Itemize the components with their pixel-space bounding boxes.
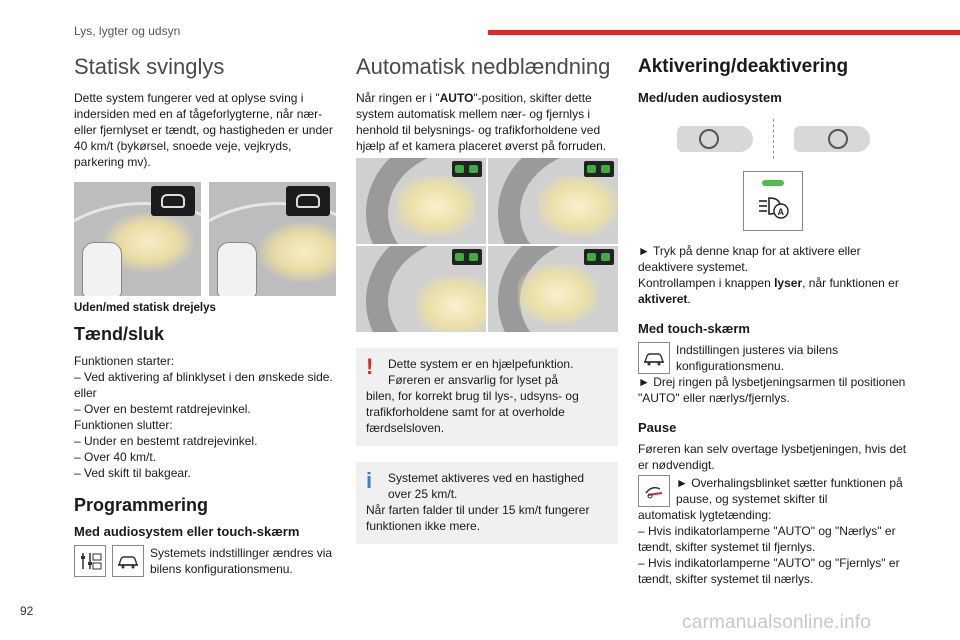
- steering-illustration: [638, 119, 908, 159]
- list-item: Funktionen starter:: [74, 354, 175, 368]
- info-note: [356, 462, 618, 544]
- section-title-static-cornering: Statisk svinglys: [74, 54, 225, 79]
- page-number: 92: [20, 604, 34, 618]
- touch-subtitle: Med touch-skærm: [638, 321, 750, 336]
- warning-exclamation-icon: !: [366, 354, 374, 379]
- car-settings-icon: [112, 545, 144, 577]
- pause-step-rest: automatisk lygtetænding:: [638, 508, 772, 522]
- list-item: Funktionen slutter:: [74, 418, 173, 432]
- warning-text-first: Dette system er en hjælpefunktion. Føreren er ansvarlig for lyset på: [388, 357, 574, 387]
- touch-icon-text: Indstillingen justeres via bilens konfigurationsmenu.: [676, 343, 839, 373]
- warning-text-rest: bilen, for korrekt brug til lys-, udsyns- og trafikforholdene samt for at overholde færdselsloven.: [366, 389, 579, 435]
- programming-text: Systemets indstillinger ændres via bilens konfigurationsmenu.: [150, 546, 333, 576]
- static-cornering-intro: Dette system fungerer ved at oplyse sving i indersiden med en af tågeforlygterne, når nær- eller fjernlyset er tændt, og hastigheden er under 40 km/t (bykørsel, snoede veje, vejkryds, parkering mv).: [74, 91, 333, 169]
- auto-dipping-button[interactable]: [743, 171, 803, 231]
- pause-intro: Føreren kan selv overtage lysbetjeningen, hvis det er nødvendigt.: [638, 442, 907, 472]
- column-static-cornering: [74, 52, 336, 577]
- auto-dipping-illustrations: [356, 158, 618, 332]
- illustration-without-cornering: [74, 182, 201, 296]
- list-item: – Ved skift til bakgear.: [74, 466, 191, 480]
- settings-sliders-icon: [74, 545, 106, 577]
- touch-step: ► Drej ringen på lysbetjeningsarmen til positionen "AUTO" eller nærlys/fjernlys.: [638, 375, 906, 405]
- cornering-illustrations: [74, 182, 336, 296]
- steering-wheel-icon: [794, 126, 870, 152]
- audio-subtitle: Med/uden audiosystem: [638, 90, 782, 105]
- section-title-activation: Aktivering/deaktivering: [638, 56, 849, 77]
- headlamp-indicator-icon: [452, 161, 482, 177]
- illustration-panel: [488, 158, 618, 244]
- illustration-panel: [356, 246, 486, 332]
- illustration-panel: [488, 246, 618, 332]
- headlamp-indicator-icon: [452, 249, 482, 265]
- illustration-with-cornering: [209, 182, 336, 296]
- pause-step: ► Overhalingsblinket sætter funktionen på pause, og systemet skifter til: [676, 476, 903, 506]
- on-off-list: [74, 353, 336, 481]
- info-icon: i: [366, 468, 373, 493]
- header-accent-bar: [488, 30, 960, 35]
- list-item: – Hvis indikatorlamperne "AUTO" og "Fjernlys" er tændt, skifter systemet til nærlys.: [638, 556, 900, 586]
- list-item: – Ved aktivering af blinklyset i den ønskede side.: [74, 370, 333, 384]
- headlamp-indicator-icon: [584, 249, 614, 265]
- list-item: eller: [74, 386, 97, 400]
- car-front-icon: [286, 186, 330, 216]
- warning-note: [356, 348, 618, 446]
- list-item: – Hvis indikatorlamperne "AUTO" og "Nærlys" er tændt, skifter systemet til fjernlys.: [638, 524, 896, 554]
- info-text-first: Systemet aktiveres ved en hastighed over 25 km/t.: [388, 471, 585, 501]
- list-item: – Over en bestemt ratdrejevinkel.: [74, 402, 251, 416]
- car-settings-icon: [638, 342, 670, 374]
- section-title-auto-dipping: Automatisk nedblændning: [356, 54, 611, 79]
- column-activation: [638, 52, 908, 587]
- subsection-title-on-off: Tænd/sluk: [74, 324, 165, 344]
- illustration-caption: Uden/med statisk drejelys: [74, 302, 216, 314]
- audio-lamp-text: Kontrollampen i knappen lyser, når funktionen er aktiveret.: [638, 276, 899, 306]
- headlamp-indicator-icon: [584, 161, 614, 177]
- headlamp-flash-icon: [638, 475, 670, 507]
- pause-row: [638, 475, 908, 507]
- list-item: – Under en bestemt ratdrejevinkel.: [74, 434, 258, 448]
- watermark: carmanualsonline.info: [682, 612, 872, 633]
- indicator-led-icon: [762, 180, 784, 186]
- programming-subtitle: Med audiosystem eller touch-skærm: [74, 524, 300, 539]
- illustration-panel: [356, 158, 486, 244]
- pause-subtitle: Pause: [638, 420, 677, 435]
- programming-row: [74, 545, 336, 577]
- info-text-rest: Når farten falder til under 15 km/t fungerer funktionen ikke mere.: [366, 503, 590, 533]
- running-header: Lys, lygter og udsyn: [74, 24, 181, 38]
- audio-step: ► Tryk på denne knap for at aktivere eller deaktivere systemet.: [638, 244, 861, 274]
- car-front-icon: [151, 186, 195, 216]
- svg-text:A: A: [777, 207, 784, 217]
- subsection-title-programming: Programmering: [74, 495, 209, 515]
- list-item: – Over 40 km/t.: [74, 450, 157, 464]
- auto-headlamp-icon: [758, 196, 790, 220]
- auto-dipping-intro: Når ringen er i "AUTO"-position, skifter dette system automatisk mellem nær- og fjernlys i henhold til belysnings- og trafikforholdene ved hjælp af et kamera placeret øverst på forruden.: [356, 91, 607, 153]
- steering-wheel-icon: [677, 126, 753, 152]
- column-auto-dipping: [356, 52, 618, 544]
- touch-row: [638, 342, 908, 374]
